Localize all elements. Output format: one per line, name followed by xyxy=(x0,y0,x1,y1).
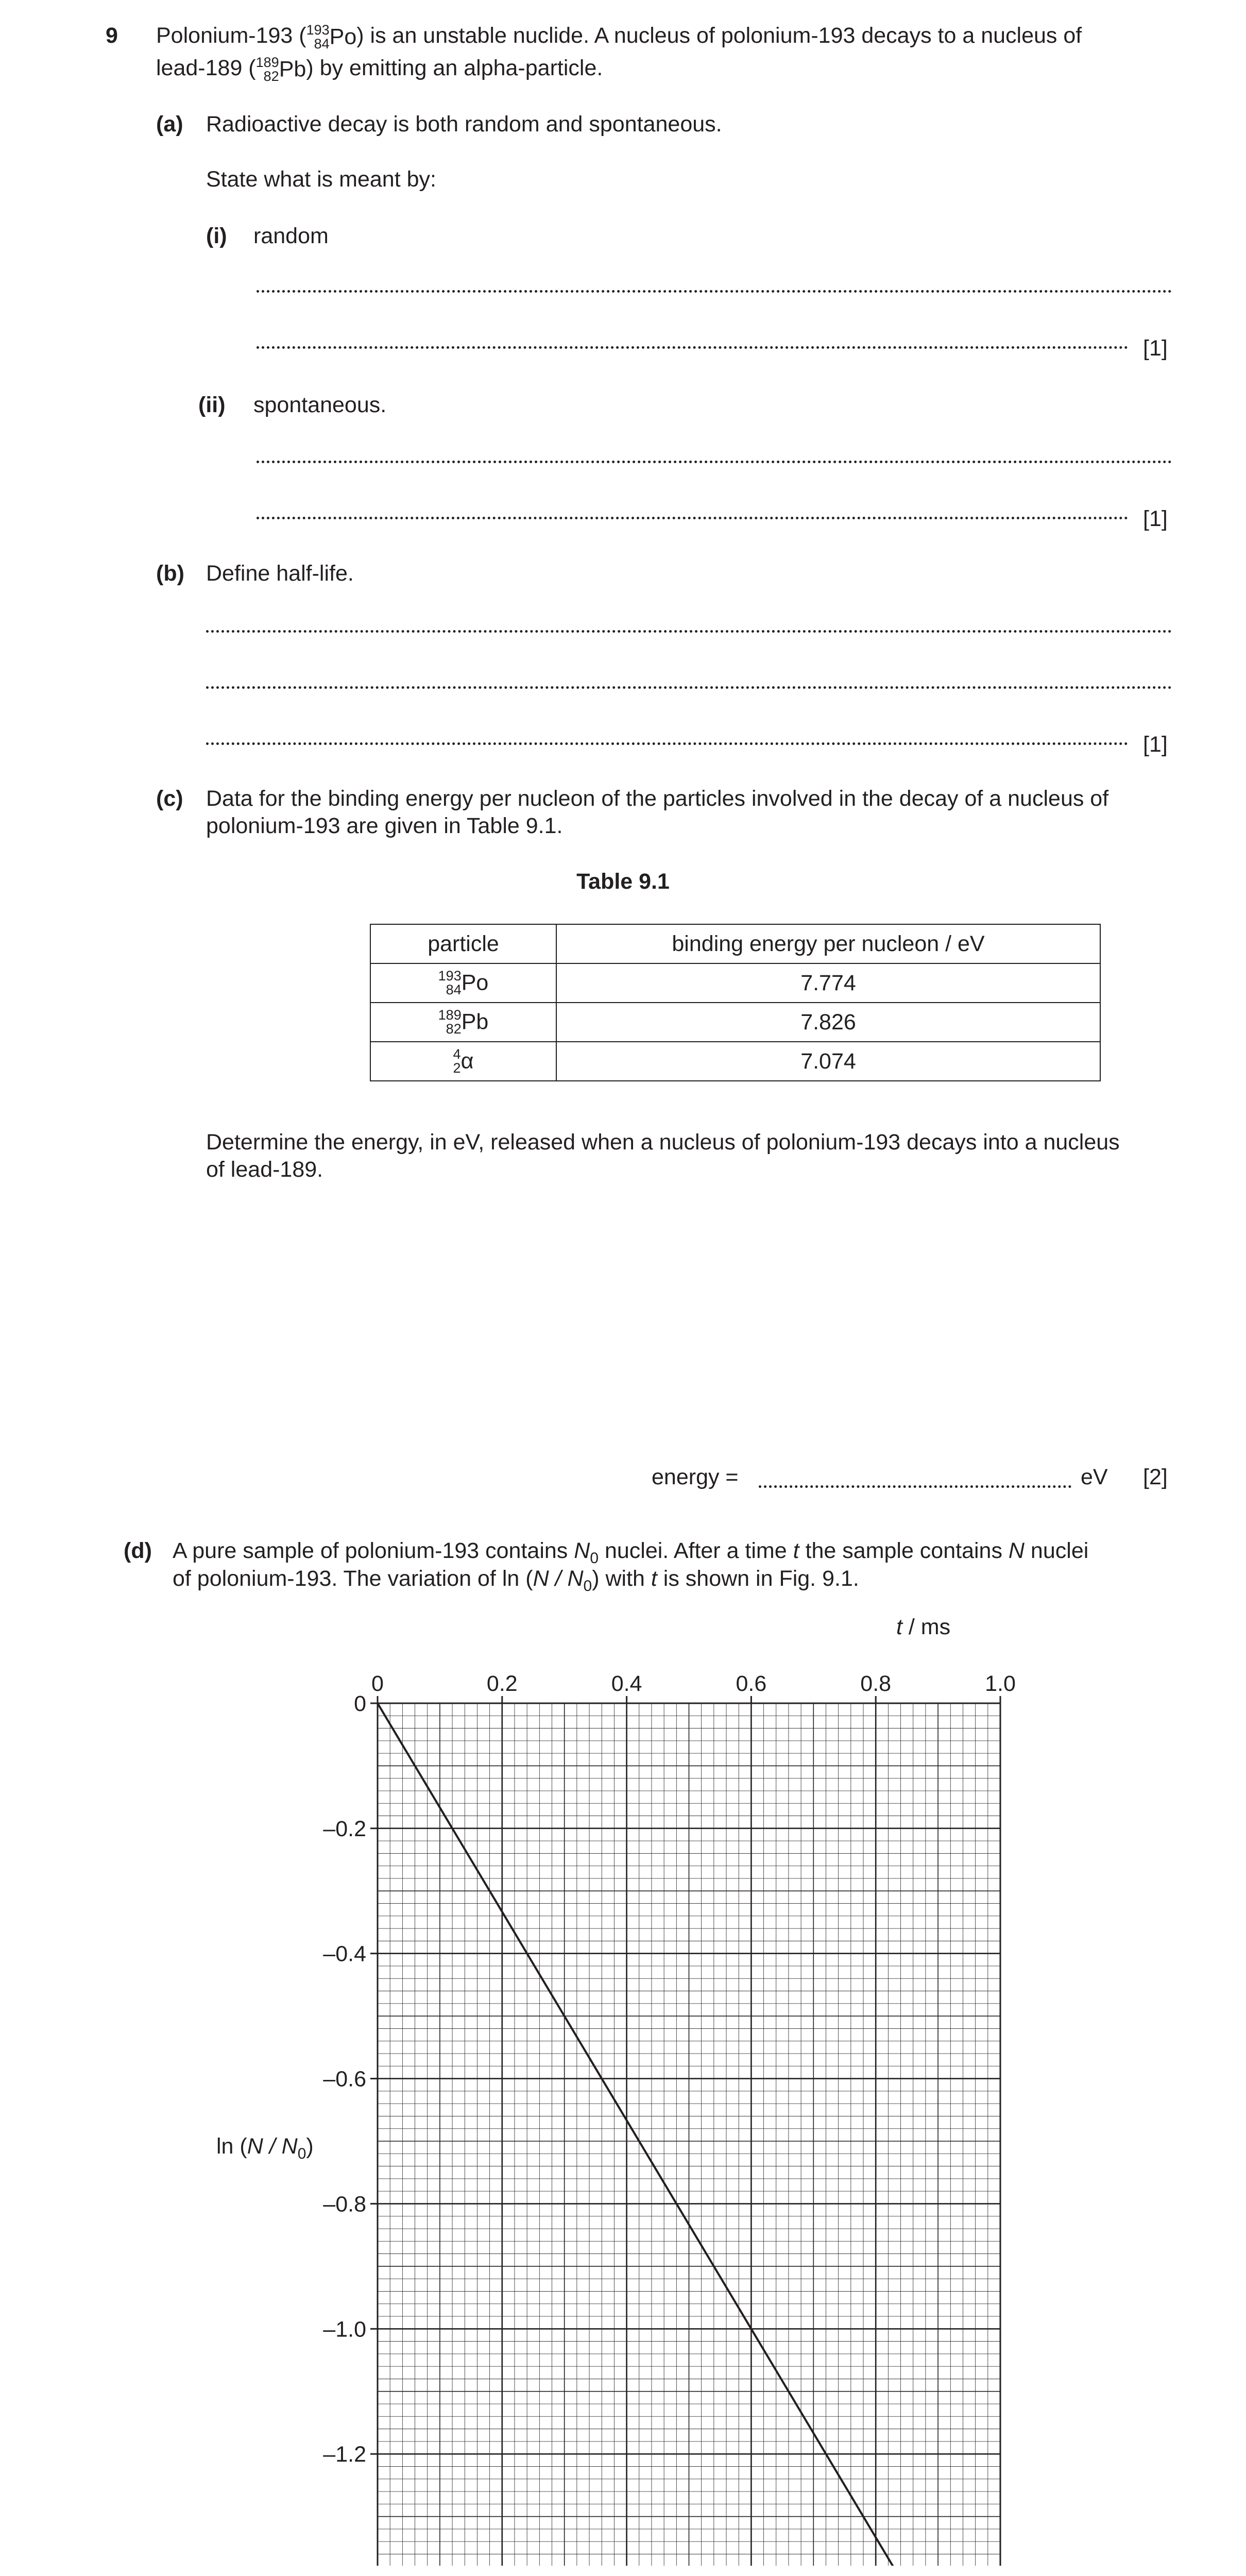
answer-line[interactable] xyxy=(206,686,1172,689)
question-intro-line2: lead-189 (189 82Pb) by emitting an alpha-particle. xyxy=(156,54,603,84)
answer-line[interactable] xyxy=(257,290,1172,293)
part-a-ii-text: spontaneous. xyxy=(253,393,387,417)
part-a-label: (a) xyxy=(156,112,183,137)
y-tick-label: –0.4 xyxy=(323,1941,366,1967)
table-header-energy: binding energy per nucleon / eV xyxy=(556,924,1100,963)
part-b-text: Define half-life. xyxy=(206,561,354,586)
mark-label: [1] xyxy=(1143,336,1168,361)
table-title: Table 9.1 xyxy=(576,869,670,894)
y-tick-label: –0.2 xyxy=(323,1816,366,1841)
mark-label: [1] xyxy=(1143,506,1168,531)
mark-label: [1] xyxy=(1143,732,1168,757)
y-tick-label: –0.6 xyxy=(323,2066,366,2092)
table-cell-particle: 189 82Pb xyxy=(370,1003,556,1042)
table-row xyxy=(370,1003,1100,1042)
part-a-i-label: (i) xyxy=(206,224,227,248)
part-c-label: (c) xyxy=(156,786,183,811)
part-d-text-line1: A pure sample of polonium-193 contains $N_0$ nuclei. After a time t the sample contains N nuclei xyxy=(173,1538,1089,1567)
y-tick-label: –1.2 xyxy=(323,2442,366,2467)
part-d-label: (d) xyxy=(124,1538,152,1563)
mark-label: [2] xyxy=(1143,1465,1168,1489)
answer-line[interactable] xyxy=(206,630,1172,633)
y-tick-label: 0 xyxy=(354,1691,366,1716)
table-cell-energy: 7.074 xyxy=(556,1042,1100,1081)
energy-answer-unit: eV xyxy=(1081,1465,1108,1489)
table-header-particle: particle xyxy=(370,924,556,963)
part-a-text: Radioactive decay is both random and spontaneous. xyxy=(206,112,722,137)
question-number: 9 xyxy=(106,23,118,48)
x-tick-label: 1.0 xyxy=(985,1671,1016,1696)
part-c-text-line2: polonium-193 are given in Table 9.1. xyxy=(206,814,563,838)
part-d-text-line2: of polonium-193. The variation of $\ln (N / N_0)$ with t is shown in Fig. 9.1. xyxy=(173,1566,859,1595)
answer-line[interactable] xyxy=(257,461,1172,463)
x-axis-title: t / ms xyxy=(896,1615,951,1639)
table-header-row xyxy=(370,924,1100,963)
answer-line[interactable] xyxy=(257,346,1128,349)
part-c-determine-line1: Determine the energy, in eV, released when a nucleus of polonium-193 decays into a nucleus xyxy=(206,1130,1120,1155)
part-a-i-text: random xyxy=(253,224,329,248)
y-axis-title: $\ln (N / N_0)$ xyxy=(216,2134,314,2162)
part-a-prompt: State what is meant by: xyxy=(206,167,436,192)
y-tick-label: –0.8 xyxy=(323,2192,366,2217)
table-cell-energy: 7.826 xyxy=(556,1003,1100,1042)
binding-energy-table xyxy=(370,924,1101,1081)
table-cell-particle: 193 84Po xyxy=(370,963,556,1003)
table-row xyxy=(370,963,1100,1003)
table-cell-particle: 4 2α xyxy=(370,1042,556,1081)
nuclide-pb: 189 82Pb xyxy=(255,54,306,84)
x-tick-label: 0.6 xyxy=(736,1671,767,1696)
part-c-text-line1: Data for the binding energy per nucleon of the particles involved in the decay of a nucleus of xyxy=(206,786,1109,811)
x-tick-label: 0.4 xyxy=(611,1671,642,1696)
answer-line[interactable] xyxy=(257,517,1128,519)
x-tick-label: 0.2 xyxy=(486,1671,518,1696)
x-tick-label: 0.8 xyxy=(860,1671,892,1696)
part-b-label: (b) xyxy=(156,561,184,586)
energy-answer-label: energy = xyxy=(652,1465,739,1489)
nuclide-po: 193 84Po xyxy=(306,22,357,52)
question-intro-line1: Polonium-193 (193 84Po) is an unstable nuclide. A nucleus of polonium-193 decays to a nucleus of xyxy=(156,22,1082,52)
part-c-determine-line2: of lead-189. xyxy=(206,1157,323,1182)
y-tick-label: –1.0 xyxy=(323,2317,366,2342)
answer-line[interactable] xyxy=(206,742,1128,745)
table-cell-energy: 7.774 xyxy=(556,963,1100,1003)
table-row xyxy=(370,1042,1100,1081)
energy-answer-line[interactable] xyxy=(759,1485,1071,1488)
part-a-ii-label: (ii) xyxy=(198,393,226,417)
grid xyxy=(378,1703,1000,2566)
x-tick-label: 0 xyxy=(371,1671,384,1696)
fig-9-1-graph xyxy=(0,1597,1246,2566)
